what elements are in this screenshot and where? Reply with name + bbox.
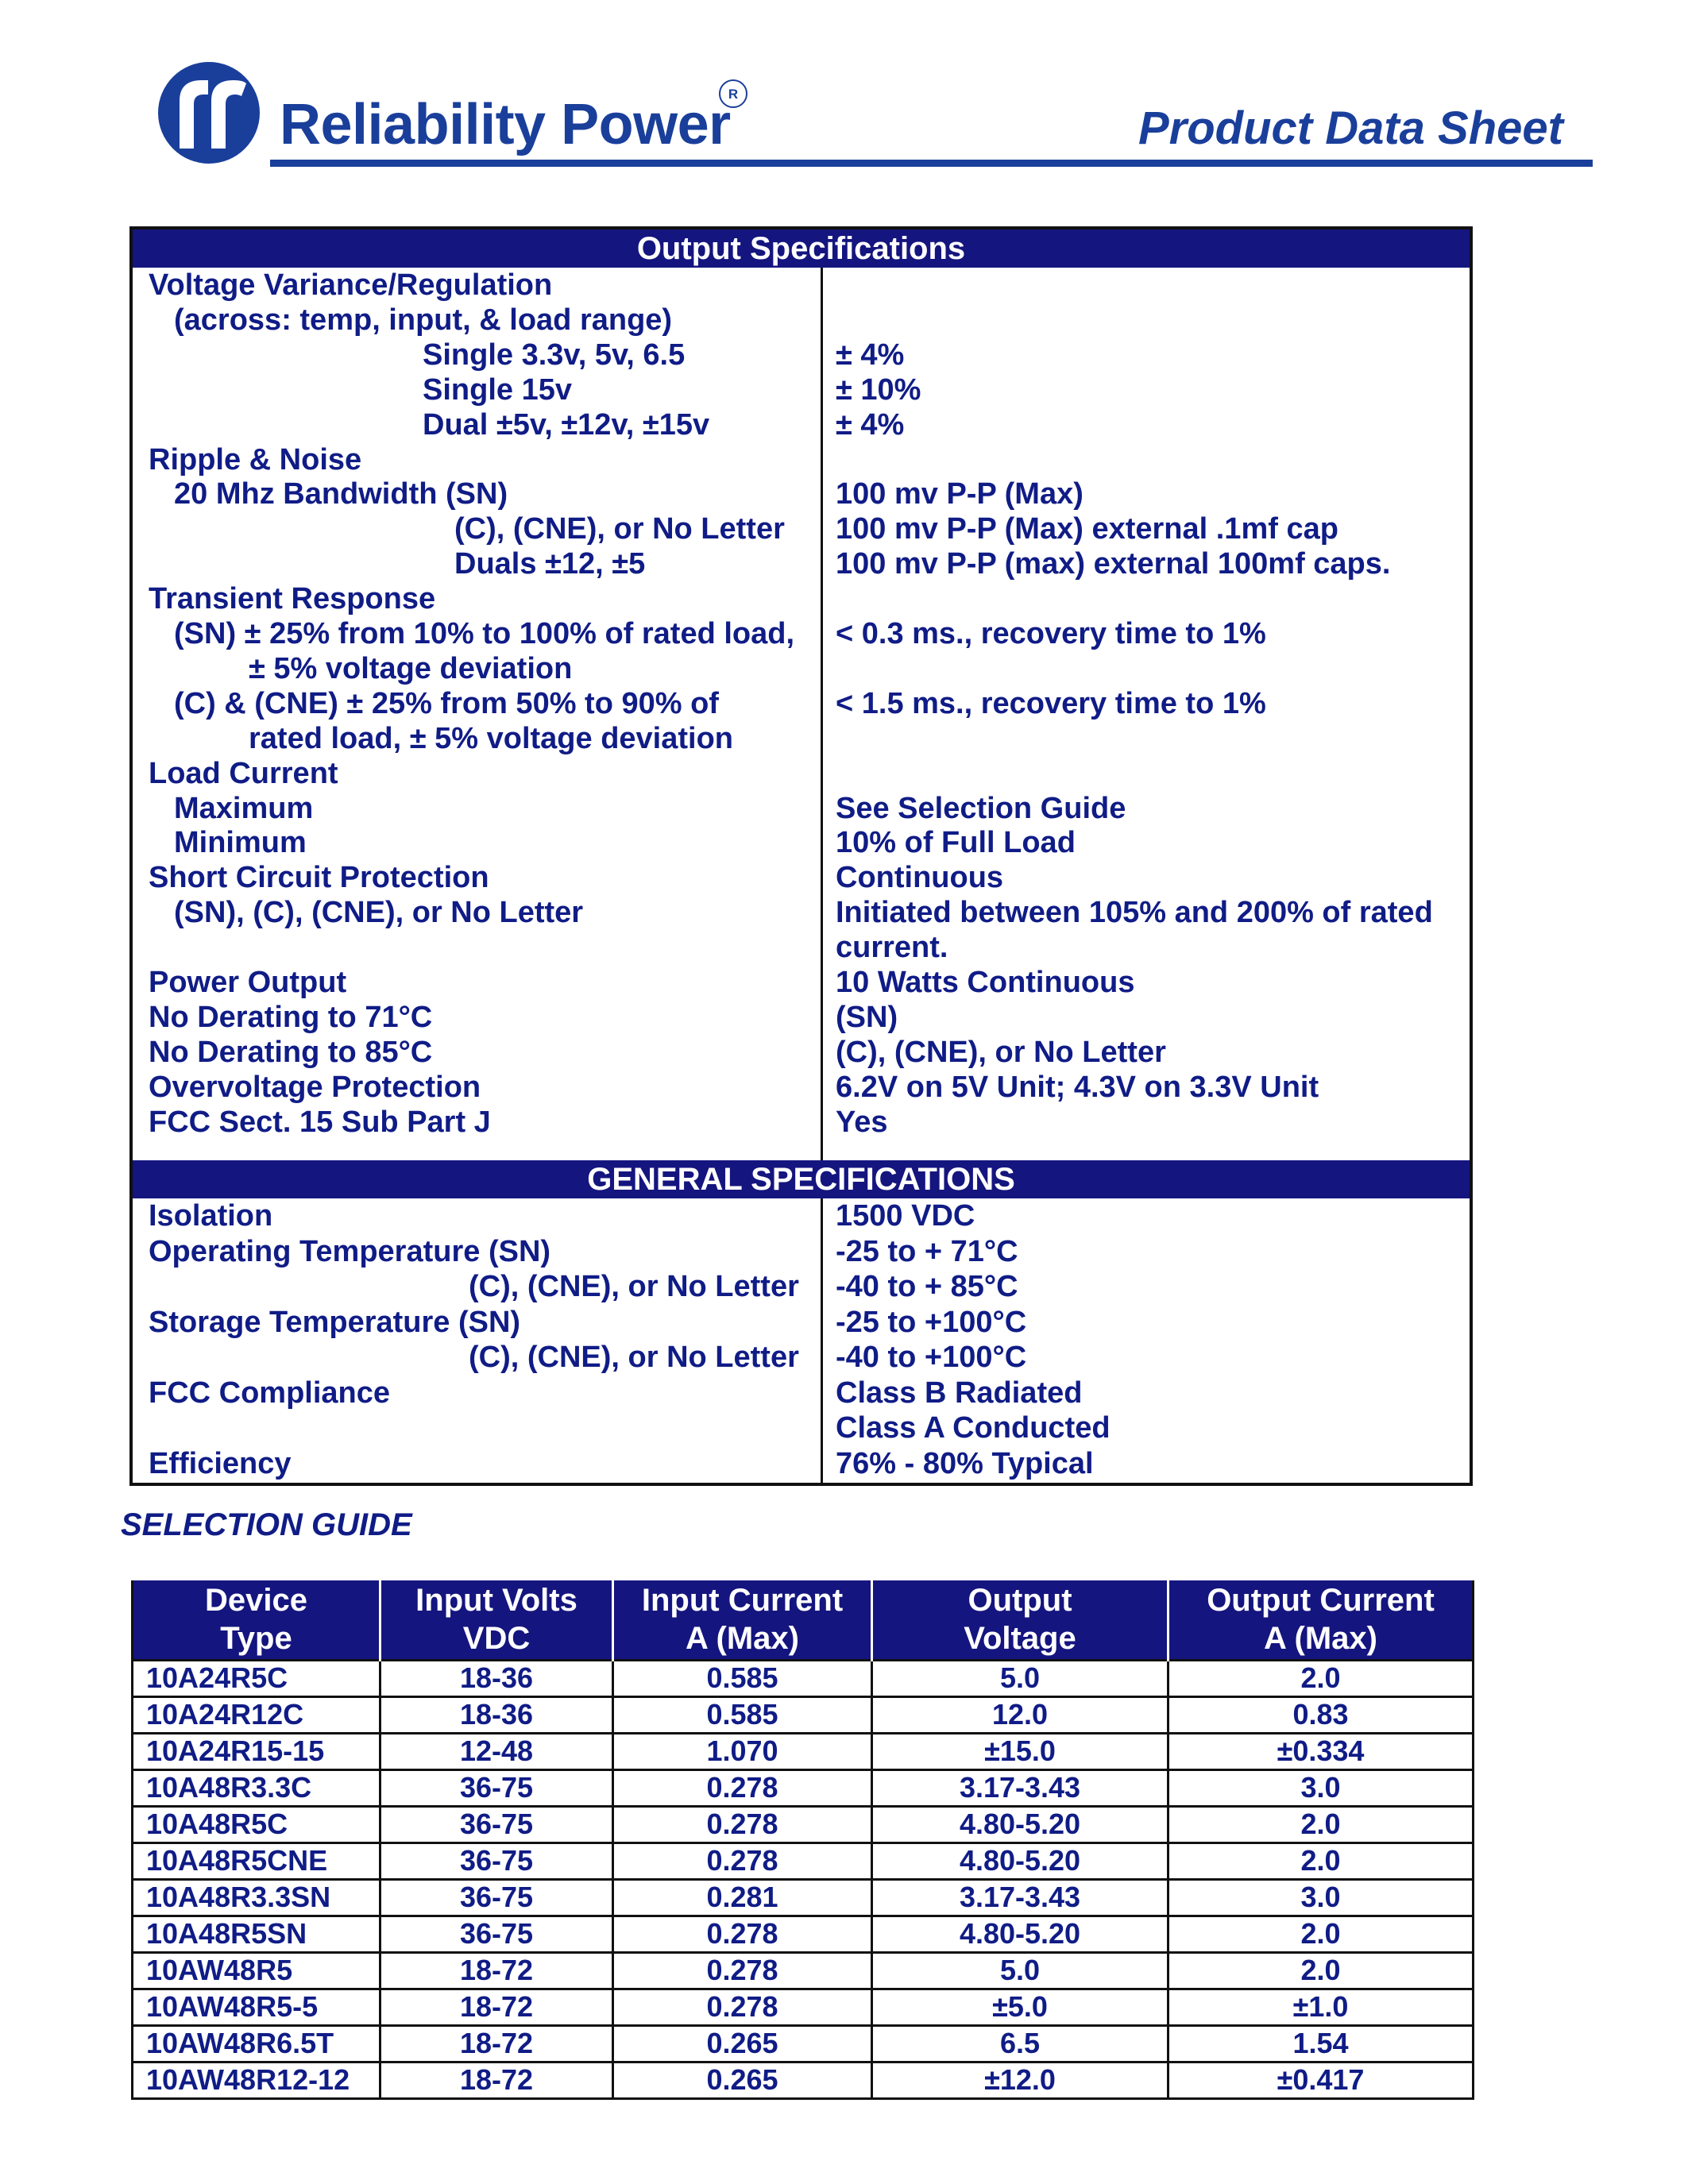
input-current-cell: 0.265 [613, 2025, 872, 2062]
output-spec-value: Initiated between 105% and 200% of rated [836, 896, 1433, 929]
output-spec-label: Short Circuit Protection [149, 861, 489, 894]
output-spec-label: (C), (CNE), or No Letter [454, 512, 785, 546]
header-line: Output [968, 1583, 1072, 1619]
output-spec-label: Ripple & Noise [149, 443, 362, 477]
output-spec-label: Dual ±5v, ±12v, ±15v [423, 408, 710, 442]
output-current-cell: 2.0 [1168, 1843, 1474, 1879]
company-logo-icon [156, 60, 262, 166]
table-row [133, 1769, 1474, 1806]
output-spec-label: Power Output [149, 966, 347, 999]
output-spec-value: ± 4% [836, 338, 905, 372]
output-voltage-cell: 5.0 [872, 1952, 1168, 1989]
table-row [133, 2025, 1474, 2062]
input-current-cell: 0.585 [613, 1696, 872, 1733]
header-divider [270, 160, 1593, 167]
general-spec-value: -25 to +100°C [836, 1306, 1027, 1339]
header-line: Input Volts [415, 1583, 577, 1619]
input-volts-cell: 18-72 [380, 2025, 613, 2062]
device-type-cell: 10A24R12C [133, 1696, 380, 1733]
output-spec-value: (C), (CNE), or No Letter [836, 1036, 1166, 1069]
output-voltage-cell: 3.17-3.43 [872, 1879, 1168, 1916]
header-line: Voltage [964, 1621, 1076, 1657]
table-row [133, 1733, 1474, 1769]
output-specifications-header: Output Specifications [133, 230, 1470, 268]
device-type-cell: 10AW48R6.5T [133, 2025, 380, 2062]
output-current-cell: 2.0 [1168, 1806, 1474, 1843]
general-spec-label: FCC Compliance [149, 1376, 391, 1410]
input-volts-cell: 36-75 [380, 1843, 613, 1879]
column-header-input-volts [380, 1580, 613, 1660]
output-spec-value: < 0.3 ms., recovery time to 1% [836, 617, 1266, 650]
header-line: Type [220, 1621, 292, 1657]
general-spec-value: Class A Conducted [836, 1411, 1111, 1445]
device-type-cell: 10A48R3.3SN [133, 1879, 380, 1916]
header-line: VDC [462, 1621, 531, 1657]
input-current-cell: 0.278 [613, 1806, 872, 1843]
table-row [133, 1989, 1474, 2025]
output-current-cell: 2.0 [1168, 1916, 1474, 1952]
input-volts-cell: 12-48 [380, 1733, 613, 1769]
general-spec-label: Storage Temperature (SN) [149, 1306, 521, 1339]
output-spec-label: Transient Response [149, 582, 436, 615]
general-spec-value: Class B Radiated [836, 1376, 1083, 1410]
output-current-cell: 3.0 [1168, 1769, 1474, 1806]
selection-guide-heading: SELECTION GUIDE [121, 1507, 412, 1542]
output-spec-value: Continuous [836, 861, 1004, 894]
input-current-cell: 1.070 [613, 1733, 872, 1769]
output-spec-label: Duals ±12, ±5 [454, 547, 646, 581]
output-current-cell: 2.0 [1168, 1660, 1474, 1696]
general-spec-label: Isolation [149, 1199, 273, 1233]
registered-mark-letter: R [728, 87, 739, 102]
input-current-cell: 0.585 [613, 1660, 872, 1696]
table-row [133, 1952, 1474, 1989]
output-spec-label: (SN), (C), (CNE), or No Letter [174, 896, 584, 929]
table-row [133, 1696, 1474, 1733]
input-current-cell: 0.278 [613, 1989, 872, 2025]
output-voltage-cell: ±15.0 [872, 1733, 1168, 1769]
device-type-cell: 10A48R5C [133, 1806, 380, 1843]
device-type-cell: 10AW48R5 [133, 1952, 380, 1989]
output-spec-label: Single 15v [423, 373, 572, 407]
input-current-cell: 0.281 [613, 1879, 872, 1916]
table-row [133, 1879, 1474, 1916]
output-voltage-cell: ±12.0 [872, 2062, 1168, 2098]
table-row [133, 1843, 1474, 1879]
output-spec-label: Maximum [174, 792, 314, 825]
column-header-device-type [133, 1580, 380, 1660]
input-volts-cell: 18-36 [380, 1696, 613, 1733]
output-spec-value: 100 mv P-P (max) external 100mf caps. [836, 547, 1391, 581]
input-current-cell: 0.278 [613, 1843, 872, 1879]
general-spec-value: 1500 VDC [836, 1199, 975, 1233]
output-spec-value: current. [836, 931, 948, 964]
brand-name: Reliability Power [280, 93, 731, 156]
output-spec-label: No Derating to 85°C [149, 1036, 433, 1069]
column-header-input-current [613, 1580, 872, 1660]
output-spec-label: FCC Sect. 15 Sub Part J [149, 1106, 491, 1139]
output-spec-value: (SN) [836, 1001, 898, 1034]
output-spec-label: rated load, ± 5% voltage deviation [249, 722, 734, 755]
output-spec-value: 6.2V on 5V Unit; 4.3V on 3.3V Unit [836, 1071, 1319, 1104]
output-voltage-cell: 4.80-5.20 [872, 1843, 1168, 1879]
output-voltage-cell: 12.0 [872, 1696, 1168, 1733]
input-volts-cell: 36-75 [380, 1916, 613, 1952]
document-title: Product Data Sheet [1138, 102, 1563, 154]
general-spec-value: -40 to + 85°C [836, 1270, 1018, 1303]
table-row [133, 1660, 1474, 1696]
general-spec-label: (C), (CNE), or No Letter [469, 1270, 799, 1303]
output-spec-value: 10 Watts Continuous [836, 966, 1135, 999]
device-type-cell: 10A48R3.3C [133, 1769, 380, 1806]
header-line: Input Current [641, 1583, 844, 1619]
table-row [133, 1806, 1474, 1843]
output-voltage-cell: 6.5 [872, 2025, 1168, 2062]
specifications-table [129, 226, 1473, 1486]
input-current-cell: 0.265 [613, 2062, 872, 2098]
output-voltage-cell: 4.80-5.20 [872, 1806, 1168, 1843]
general-spec-value: -25 to + 71°C [836, 1235, 1018, 1268]
output-current-cell: 3.0 [1168, 1879, 1474, 1916]
column-divider [821, 268, 823, 1160]
input-volts-cell: 36-75 [380, 1879, 613, 1916]
output-spec-label: (C) & (CNE) ± 25% from 50% to 90% of [174, 687, 719, 720]
device-type-cell: 10A24R15-15 [133, 1733, 380, 1769]
selection-guide-table [131, 1580, 1474, 2100]
general-spec-label: (C), (CNE), or No Letter [469, 1341, 799, 1374]
header-line: A (Max) [1264, 1621, 1377, 1657]
header-line: Device [205, 1583, 307, 1619]
output-spec-label: Minimum [174, 826, 307, 859]
input-volts-cell: 36-75 [380, 1806, 613, 1843]
input-volts-cell: 36-75 [380, 1769, 613, 1806]
device-type-cell: 10A48R5CNE [133, 1843, 380, 1879]
device-type-cell: 10A24R5C [133, 1660, 380, 1696]
output-spec-label: Overvoltage Protection [149, 1071, 481, 1104]
output-voltage-cell: 5.0 [872, 1660, 1168, 1696]
header-line: A (Max) [686, 1621, 799, 1657]
output-spec-label: Single 3.3v, 5v, 6.5 [423, 338, 686, 372]
general-spec-value: 76% - 80% Typical [836, 1447, 1094, 1480]
output-spec-label: ± 5% voltage deviation [249, 652, 573, 685]
input-volts-cell: 18-36 [380, 1660, 613, 1696]
input-volts-cell: 18-72 [380, 1952, 613, 1989]
input-current-cell: 0.278 [613, 1952, 872, 1989]
output-current-cell: ±1.0 [1168, 1989, 1474, 2025]
output-current-cell: 1.54 [1168, 2025, 1474, 2062]
registered-trademark-icon [717, 78, 749, 110]
output-voltage-cell: 3.17-3.43 [872, 1769, 1168, 1806]
header-line: Output Current [1207, 1583, 1435, 1619]
output-spec-label: (SN) ± 25% from 10% to 100% of rated load, [174, 617, 795, 650]
input-volts-cell: 18-72 [380, 1989, 613, 2025]
output-spec-value: ± 10% [836, 373, 921, 407]
input-volts-cell: 18-72 [380, 2062, 613, 2098]
output-voltage-cell: 4.80-5.20 [872, 1916, 1168, 1952]
device-type-cell: 10A48R5SN [133, 1916, 380, 1952]
general-spec-label: Operating Temperature (SN) [149, 1235, 551, 1268]
output-spec-value: See Selection Guide [836, 792, 1126, 825]
output-spec-label: Voltage Variance/Regulation [149, 268, 553, 302]
output-spec-value: 100 mv P-P (Max) external .1mf cap [836, 512, 1338, 546]
output-voltage-cell: ±5.0 [872, 1989, 1168, 2025]
output-current-cell: ±0.417 [1168, 2062, 1474, 2098]
input-current-cell: 0.278 [613, 1769, 872, 1806]
output-spec-value: ± 4% [836, 408, 905, 442]
device-type-cell: 10AW48R12-12 [133, 2062, 380, 2098]
output-spec-value: < 1.5 ms., recovery time to 1% [836, 687, 1266, 720]
output-spec-value: Yes [836, 1106, 888, 1139]
input-current-cell: 0.278 [613, 1916, 872, 1952]
column-header-output-voltage [872, 1580, 1168, 1660]
device-type-cell: 10AW48R5-5 [133, 1989, 380, 2025]
output-spec-label: Load Current [149, 757, 338, 790]
output-spec-value: 10% of Full Load [836, 826, 1076, 859]
output-spec-value: 100 mv P-P (Max) [836, 477, 1083, 511]
output-spec-label: (across: temp, input, & load range) [174, 303, 673, 337]
table-row [133, 1916, 1474, 1952]
table-row [133, 2062, 1474, 2098]
column-divider [821, 1198, 823, 1483]
output-spec-label: No Derating to 71°C [149, 1001, 433, 1034]
selection-guide-header-row [133, 1580, 1474, 1660]
column-header-output-current [1168, 1580, 1474, 1660]
output-current-cell: 2.0 [1168, 1952, 1474, 1989]
general-specifications-header: GENERAL SPECIFICATIONS [133, 1160, 1470, 1198]
output-spec-label: 20 Mhz Bandwidth (SN) [174, 477, 508, 511]
output-current-cell: 0.83 [1168, 1696, 1474, 1733]
general-spec-value: -40 to +100°C [836, 1341, 1027, 1374]
output-current-cell: ±0.334 [1168, 1733, 1474, 1769]
general-spec-label: Efficiency [149, 1447, 292, 1480]
